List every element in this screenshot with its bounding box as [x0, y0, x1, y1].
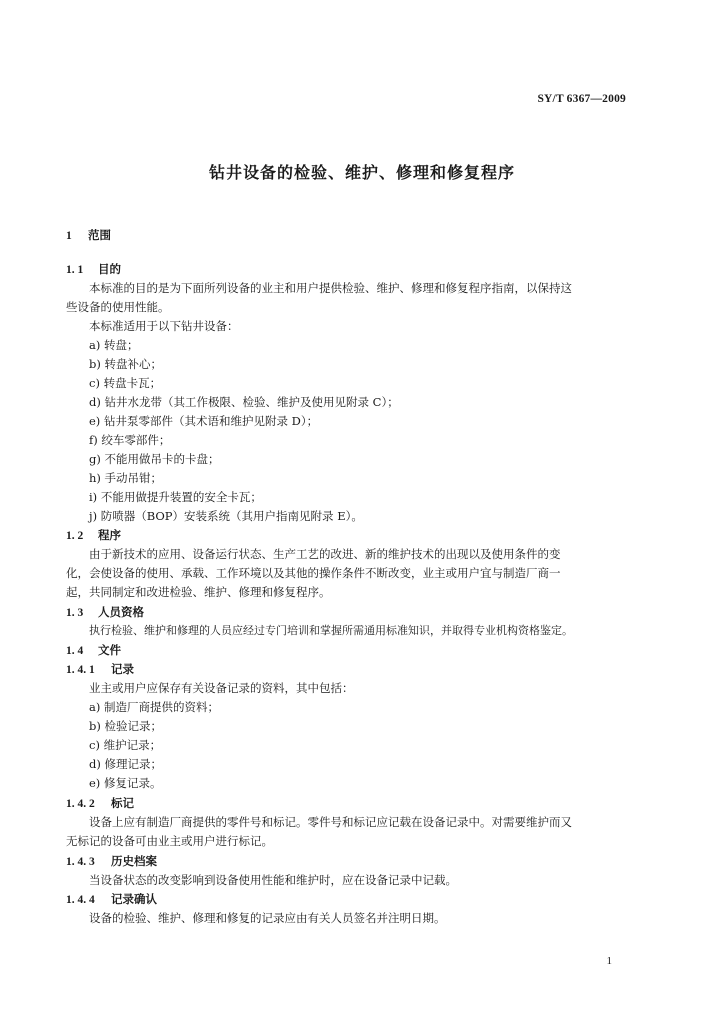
- section-number: 1. 1: [66, 264, 84, 276]
- paragraph-line: 本标准适用于以下钻井设备：: [89, 319, 239, 333]
- section-title: 人员资格: [98, 605, 144, 619]
- section-title: 范围: [88, 228, 111, 242]
- paragraph-line: 设备的检验、维护、修理和修复的记录应由有关人员签名并注明日期。: [89, 911, 446, 925]
- section-title: 标记: [111, 796, 134, 810]
- section-heading-1-2: [66, 526, 121, 545]
- section-number: 1. 2: [66, 530, 84, 542]
- list-item: b) 转盘补心；: [89, 357, 163, 371]
- section-heading-1-4: [66, 641, 121, 660]
- section-heading-1-3: [66, 603, 144, 622]
- section-title: 程序: [98, 528, 121, 542]
- list-item: c) 转盘卡瓦；: [89, 376, 162, 390]
- paragraph-line: 本标准的目的是为下面所列设备的业主和用户提供检验、维护、修理和修复程序指南，以保持这: [89, 281, 572, 295]
- paragraph-line: 起，共同制定和改进检验、维护、修理和修复程序。: [66, 585, 331, 599]
- paragraph-line: 业主或用户应保存有关设备记录的资料，其中包括：: [89, 681, 354, 695]
- section-number: 1. 4. 3: [66, 856, 95, 868]
- section-number: 1: [66, 230, 72, 242]
- section-number: 1. 4. 2: [66, 798, 95, 810]
- list-item: e) 修复记录。: [89, 776, 162, 790]
- section-title: 文件: [98, 643, 121, 657]
- list-item: c) 维护记录；: [89, 738, 162, 752]
- paragraph-line: 当设备状态的改变影响到设备使用性能和维护时，应在设备记录中记载。: [89, 873, 457, 887]
- section-heading-1-1: [66, 260, 121, 279]
- section-number: 1. 4. 1: [66, 664, 95, 676]
- section-heading-1: [66, 226, 111, 245]
- section-number: 1. 4. 4: [66, 894, 95, 906]
- section-heading-1-4-3: [66, 852, 157, 871]
- list-item: d) 钻井水龙带（其工作极限、检验、维护及使用见附录 C）；: [89, 395, 399, 409]
- paragraph-line: 无标记的设备可由业主或用户进行标记。: [66, 834, 273, 848]
- section-title: 记录: [111, 662, 134, 676]
- document-title: 钻井设备的检验、维护、修理和修复程序: [208, 163, 515, 182]
- list-item: a) 转盘；: [89, 338, 139, 352]
- paragraph-line: 些设备的使用性能。: [66, 300, 170, 314]
- section-title: 目的: [98, 262, 121, 276]
- list-item: i) 不能用做提升装置的安全卡瓦；: [89, 490, 262, 504]
- list-item: h) 手动吊钳；: [89, 471, 163, 485]
- list-item: j) 防喷器（BOP）安装系统（其用户指南见附录 E）。: [89, 509, 363, 523]
- section-title: 历史档案: [111, 854, 157, 868]
- page-number: 1: [606, 955, 612, 967]
- standard-code: SY/T 6367—2009: [537, 93, 626, 105]
- paragraph-line: 设备上应有制造厂商提供的零件号和标记。零件号和标记应记载在设备记录中。对需要维护而又: [89, 815, 572, 829]
- section-number: 1. 4: [66, 645, 84, 657]
- section-number: 1. 3: [66, 607, 84, 619]
- list-item: d) 修理记录；: [89, 757, 163, 771]
- list-item: f) 绞车零部件；: [89, 433, 171, 447]
- list-item: b) 检验记录；: [89, 719, 163, 733]
- list-item: a) 制造厂商提供的资料；: [89, 700, 219, 714]
- section-heading-1-4-2: [66, 794, 134, 813]
- section-heading-1-4-4: [66, 890, 157, 909]
- list-item: e) 钻井泵零部件（其术语和维护见附录 D）；: [89, 414, 319, 428]
- section-heading-1-4-1: [66, 660, 134, 679]
- paragraph-line: 化，会使设备的使用、承载、工作环境以及其他的操作条件不断改变，业主或用户宜与制造厂商一: [66, 566, 561, 580]
- list-item: g) 不能用做吊卡的卡盘；: [89, 452, 220, 466]
- section-title: 记录确认: [111, 892, 157, 906]
- paragraph-line: 由于新技术的应用、设备运行状态、生产工艺的改进、新的维护技术的出现以及使用条件的变: [89, 547, 561, 561]
- paragraph-line: 执行检验、维护和修理的人员应经过专门培训和掌握所需通用标准知识，并取得专业机构资格鉴定。: [89, 624, 573, 637]
